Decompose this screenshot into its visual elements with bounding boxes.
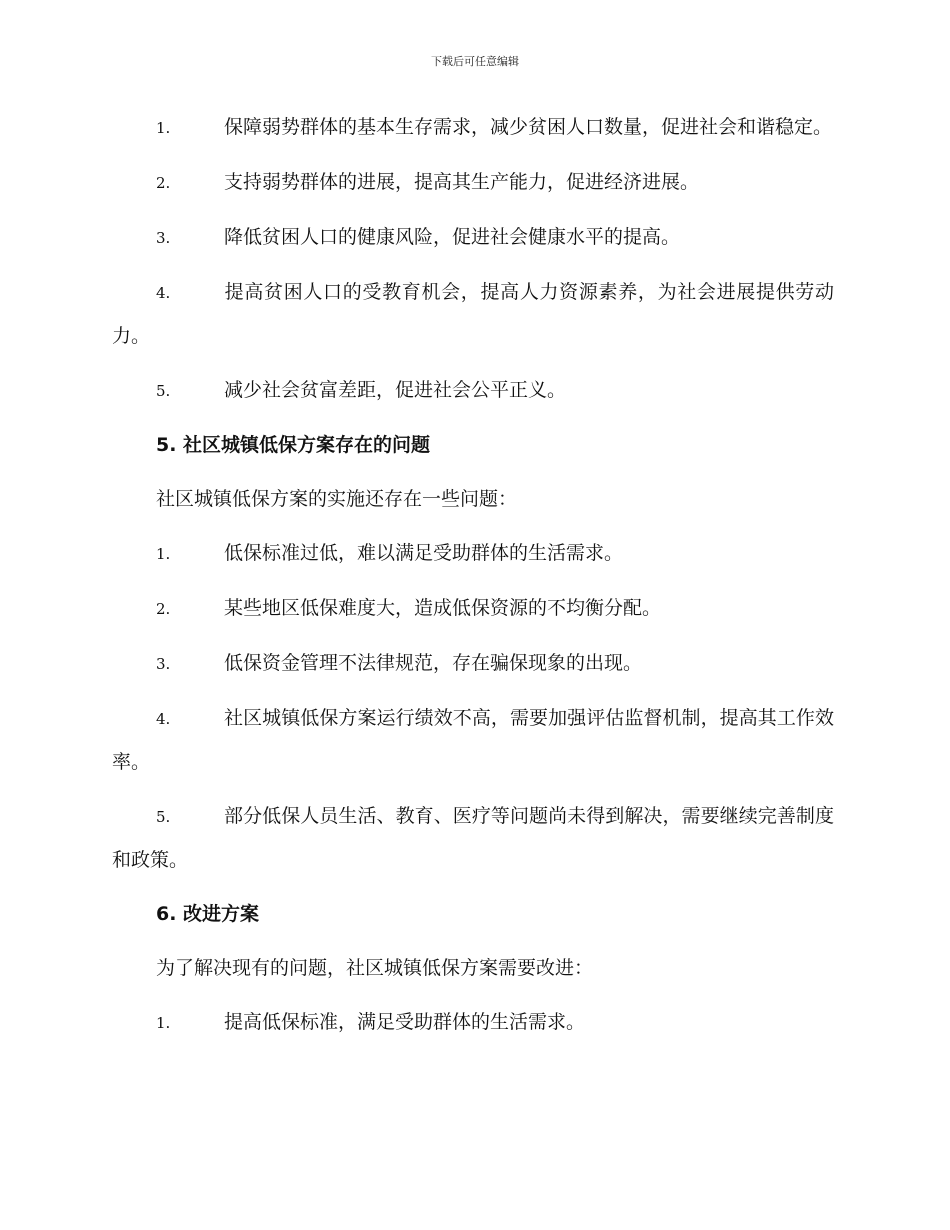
section-intro: 为了解决现有的问题，社区城镇低保方案需要改进：: [156, 957, 594, 979]
item-number: 4.: [156, 284, 171, 302]
item-number: 1.: [156, 1014, 171, 1032]
item-text: 社区城镇低保方案运行绩效不高，需要加强评估监督机制，提高其工作效率。: [112, 707, 834, 773]
item-number: 3.: [156, 229, 171, 247]
list-item: [112, 587, 834, 631]
list-item: [112, 161, 834, 205]
page-header: 下载后可任意编辑: [431, 55, 519, 68]
list-item: [112, 532, 834, 576]
item-number: 1.: [156, 119, 171, 137]
section-intro: 社区城镇低保方案的实施还存在一些问题：: [156, 488, 518, 510]
item-text: 减少社会贫富差距，促进社会公平正义。: [224, 379, 567, 401]
section-heading-problems: 5. 社区城镇低保方案存在的问题: [156, 434, 431, 456]
section-heading-improvements: 6. 改进方案: [156, 903, 260, 925]
item-number: 5.: [156, 808, 171, 826]
list-item: [112, 271, 834, 358]
list-item: [112, 216, 834, 260]
item-number: 2.: [156, 174, 171, 192]
list-item: [112, 795, 834, 882]
item-number: 1.: [156, 545, 171, 563]
item-text: 低保标准过低，难以满足受助群体的生活需求。: [224, 542, 624, 564]
item-text: 提高贫困人口的受教育机会，提高人力资源素养，为社会进展提供劳动力。: [112, 281, 834, 347]
item-text: 提高低保标准，满足受助群体的生活需求。: [224, 1011, 586, 1033]
list-item: [112, 697, 834, 784]
item-number: 3.: [156, 655, 171, 673]
document-body: [112, 106, 834, 1056]
list-item: [112, 642, 834, 686]
item-number: 5.: [156, 382, 171, 400]
list-item: [112, 106, 834, 150]
item-number: 2.: [156, 600, 171, 618]
item-text: 某些地区低保难度大，造成低保资源的不均衡分配。: [224, 597, 662, 619]
item-text: 支持弱势群体的进展，提高其生产能力，促进经济进展。: [224, 171, 700, 193]
item-text: 降低贫困人口的健康风险，促进社会健康水平的提高。: [224, 226, 681, 248]
list-item: [112, 369, 834, 413]
item-text: 保障弱势群体的基本生存需求，减少贫困人口数量，促进社会和谐稳定。: [224, 116, 833, 138]
item-number: 4.: [156, 710, 171, 728]
list-item: [112, 1001, 834, 1045]
item-text: 低保资金管理不法律规范，存在骗保现象的出现。: [224, 652, 643, 674]
item-text: 部分低保人员生活、教育、医疗等问题尚未得到解决，需要继续完善制度和政策。: [112, 805, 834, 871]
